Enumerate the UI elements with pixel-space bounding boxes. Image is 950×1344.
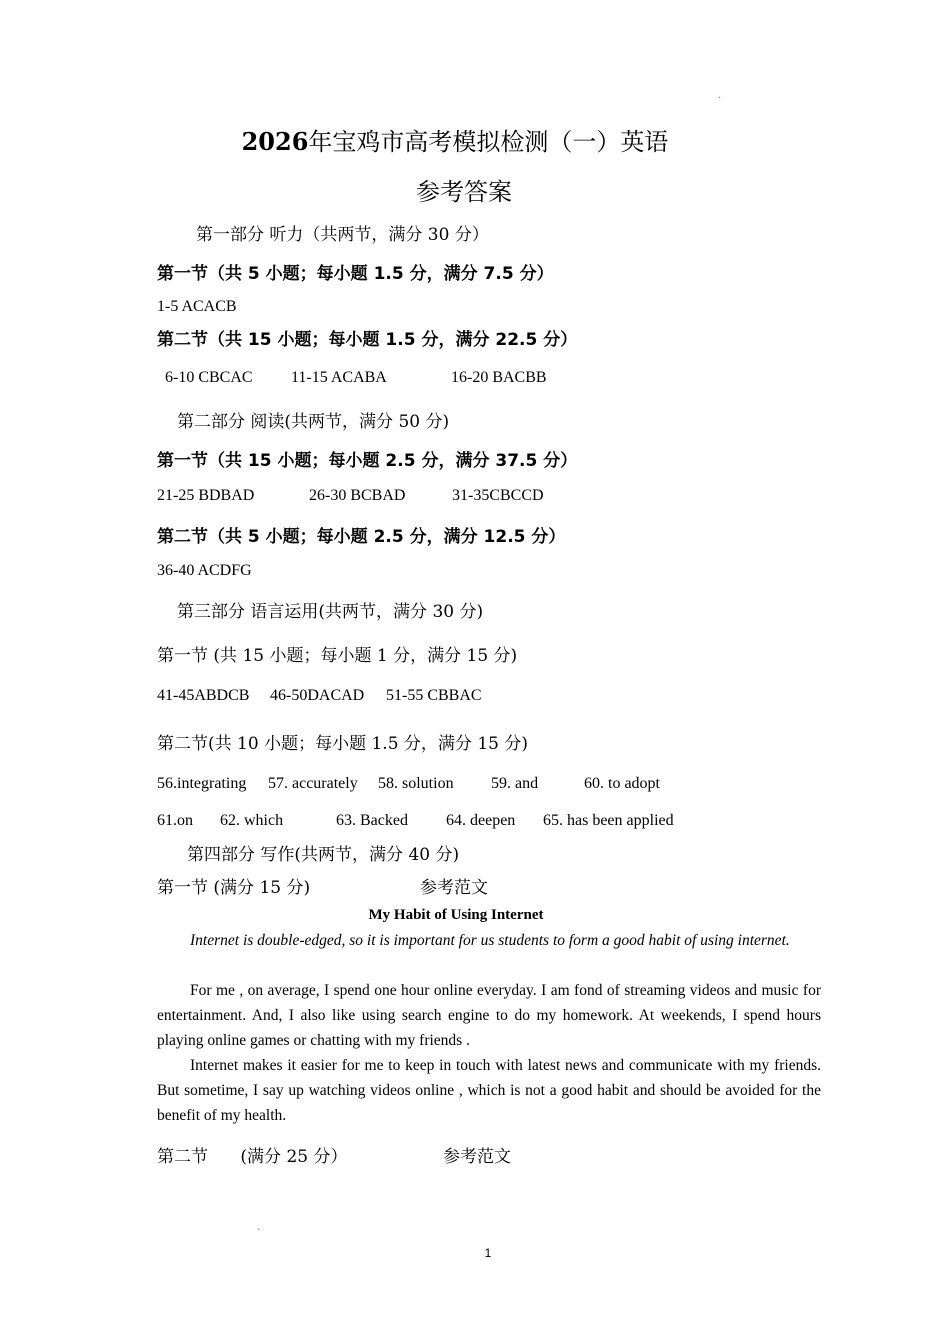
model-essay-label: 参考范文 (443, 1147, 511, 1167)
essay-paragraph: For me , on average, I spend one hour online everyday. I am fond of streaming videos and music for entertainment. And, I also like using search engine to do my homework. At weekends, I spend hours playing online games or chatting with my friends . (157, 982, 821, 1049)
answer-word: 64. deepen (446, 812, 516, 829)
answer-group: 41-45ABDCB (157, 687, 250, 704)
answer-group: 26-30 BCBAD (309, 487, 406, 504)
answer-group: 6-10 CBCAC (165, 369, 253, 386)
part4-sec1-heading: 第一节 (满分 15 分) (157, 878, 311, 898)
answer-group: 16-20 BACBB (451, 369, 547, 386)
answer-word: 65. has been applied (543, 812, 674, 829)
part1-heading: 第一部分 听力（共两节，满分 30 分） (196, 225, 489, 245)
title-text: 年宝鸡市高考模拟检测（一）英语 (308, 128, 669, 156)
essay-paragraph: Internet makes it easier for me to keep in touch with latest news and communicate with my friends. But sometime, I say up watching videos online , which is not a good habit and should be avoided for the benefit of my health. (157, 1057, 821, 1124)
answer-group: 51-55 CBBAC (386, 687, 482, 704)
part3-sec2-heading: 第二节(共 10 小题；每小题 1.5 分，满分 15 分) (157, 734, 528, 754)
answer-word: 63. Backed (336, 812, 408, 829)
model-essay-label: 参考范文 (420, 878, 488, 898)
footer-dot: . (257, 1222, 261, 1233)
page-title (0, 122, 910, 157)
answer-word: 57. accurately (268, 775, 358, 792)
answer-group: 21-25 BDBAD (157, 487, 255, 504)
part1-sec1-heading: 第一节（共 5 小题；每小题 1.5 分，满分 7.5 分） (157, 264, 554, 284)
page-subtitle: 参考答案 (416, 178, 512, 206)
essay-title: My Habit of Using Internet (368, 907, 544, 923)
answer-word: 56.integrating (157, 775, 247, 792)
part1-sec2-heading: 第二节（共 15 小题；每小题 1.5 分，满分 22.5 分） (157, 330, 578, 350)
page-number: 1 (484, 1246, 492, 1260)
answer-word: 58. solution (378, 775, 454, 792)
answer-group: 1-5 ACACB (157, 298, 237, 315)
answer-group: 46-50DACAD (270, 687, 365, 704)
part4-heading: 第四部分 写作(共两节，满分 40 分) (187, 845, 460, 865)
essay-paragraph: Internet is double-edged, so it is important for us students to form a good habit of using internet. (190, 932, 790, 949)
answer-word: 62. which (220, 812, 284, 829)
title-year: 2026 (241, 127, 309, 156)
part3-heading: 第三部分 语言运用(共两节，满分 30 分) (177, 602, 484, 622)
answer-word: 61.on (157, 812, 193, 829)
answer-group: 31-35CBCCD (452, 487, 544, 504)
part2-sec1-heading: 第一节（共 15 小题；每小题 2.5 分，满分 37.5 分） (157, 451, 578, 471)
part3-sec1-heading: 第一节 (共 15 小题；每小题 1 分，满分 15 分) (157, 646, 518, 666)
part2-sec2-heading: 第二节（共 5 小题；每小题 2.5 分，满分 12.5 分） (157, 527, 566, 547)
answer-group: 36-40 ACDFG (157, 562, 252, 579)
part4-sec2-heading: 第二节 (满分 25 分） (157, 1147, 348, 1167)
part2-heading: 第二部分 阅读(共两节，满分 50 分) (177, 412, 450, 432)
corner-dot: . (718, 90, 722, 101)
answer-word: 59. and (491, 775, 539, 792)
answer-group: 11-15 ACABA (291, 369, 387, 386)
answer-word: 60. to adopt (584, 775, 660, 792)
